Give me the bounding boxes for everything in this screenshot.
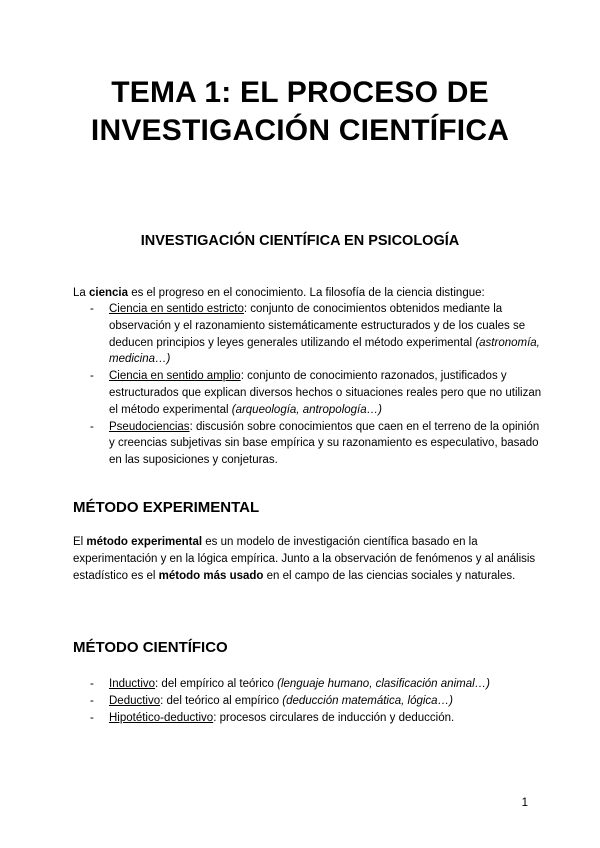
term: Ciencia en sentido estricto [109, 303, 244, 315]
metodo-list [73, 676, 543, 726]
dash-bullet: - [90, 420, 94, 433]
definition: : conjunto de conocimiento razonados, justificados y estructurados que explican diversos hechos o situaciones reales pero que no utilizan el método experimental [109, 370, 542, 416]
section-subtitle: INVESTIGACIÓN CIENTÍFICA EN PSICOLOGÍA [140, 233, 460, 249]
title-line-1: TEMA 1: EL PROCESO DE [111, 76, 489, 109]
heading-metodo-experimental: MÉTODO EXPERIMENTAL [73, 499, 260, 516]
bold-term: método más usado [158, 569, 264, 582]
bold-term: método experimental [86, 536, 203, 548]
term: Hipotético-deductivo [109, 711, 214, 724]
intro-text-post: es el progreso en el conocimiento. La filosofía de la ciencia distingue: [128, 287, 485, 299]
list-item [73, 419, 543, 469]
example: (arqueología, antropología…) [231, 403, 382, 416]
text: El [73, 536, 87, 548]
example: (astronomía, medicina…) [109, 336, 540, 366]
heading-metodo-cientifico: MÉTODO CIENTÍFICO [73, 639, 228, 656]
text: es un modelo de investigación científica basado en la experimentación y en la lógica empírica. Junto a la observación de fenómenos y al análisis estadístico es el [73, 536, 536, 582]
ciencia-list [73, 301, 543, 469]
list-item [73, 368, 543, 418]
term: Pseudociencias [109, 420, 190, 433]
definition: : discusión sobre conocimientos que caen en el terreno de la opinión y creencias subjetivas sin base empírica y su razonamiento es especulativo, basado en las suposiciones y conjeturas. [109, 420, 540, 467]
definition: : del empírico al teórico [155, 678, 278, 690]
title-line-2: INVESTIGACIÓN CIENTÍFICA [90, 114, 510, 147]
definition: : del teórico al empírico [160, 694, 283, 707]
dash-bullet: - [90, 694, 94, 707]
intro-text-pre: La [73, 287, 89, 299]
term: Ciencia en sentido amplio [109, 370, 241, 383]
dash-bullet: - [90, 370, 94, 383]
list-item [73, 710, 543, 727]
definition: : conjunto de conocimientos obtenidos mediante la observación y el razonamiento sistemáticamente estructurados y de los cuales se deducen principios y leyes generales utilizando el método experimental [109, 303, 526, 349]
text: en el campo de las ciencias sociales y naturales. [263, 569, 516, 582]
intro-paragraph [73, 285, 543, 302]
list-item [73, 676, 543, 693]
list-item [73, 301, 543, 368]
metodo-experimental-paragraph [73, 534, 543, 584]
term: Inductivo [109, 678, 156, 690]
document-title [40, 74, 560, 150]
dash-bullet: - [90, 711, 94, 724]
dash-bullet: - [90, 303, 94, 315]
example: (lenguaje humano, clasificación animal…) [277, 678, 490, 690]
list-item [73, 693, 543, 710]
definition: : procesos circulares de inducción y deducción. [213, 711, 455, 724]
intro-bold-term: ciencia [89, 287, 128, 299]
term: Deductivo [109, 694, 161, 707]
dash-bullet: - [90, 678, 94, 690]
page-number: 1 [521, 797, 528, 809]
example: (deducción matemática, lógica…) [282, 694, 453, 707]
